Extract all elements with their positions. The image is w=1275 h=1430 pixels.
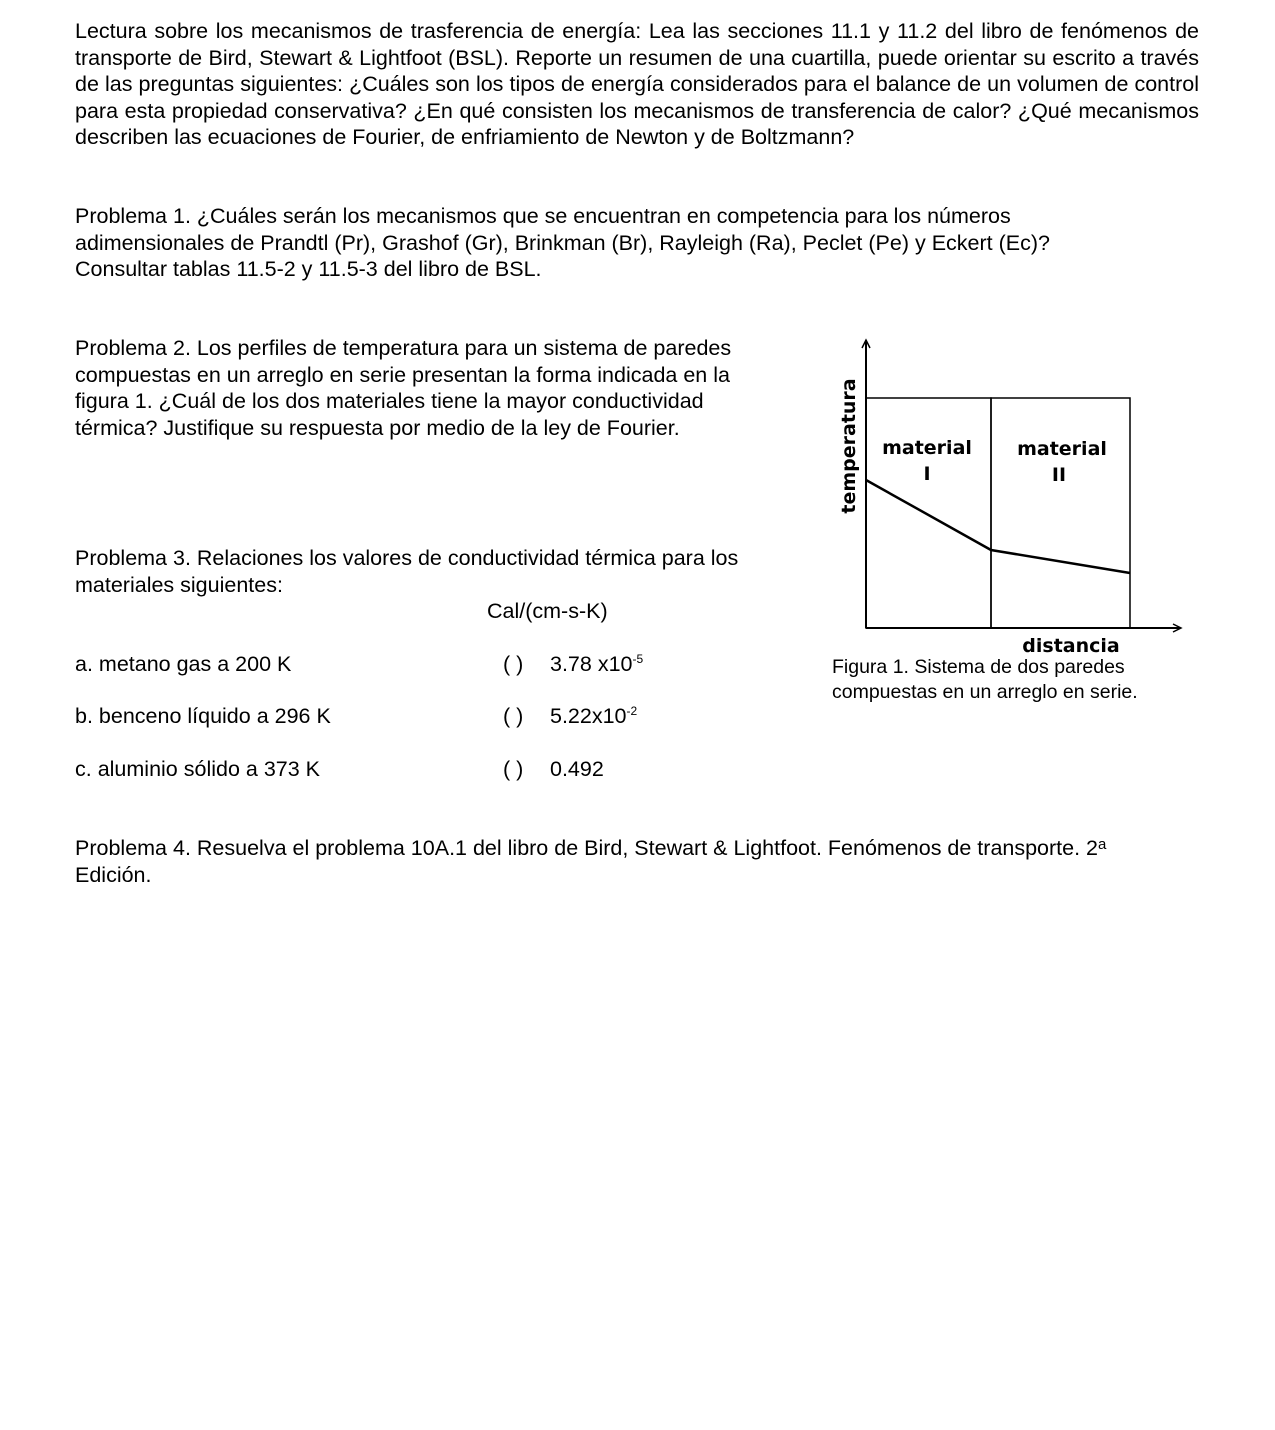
units-label: Cal/(cm-s-K): [487, 599, 608, 623]
problema-1-line: Consultar tablas 11.5-2 y 11.5-3 del libro de BSL.: [75, 257, 542, 281]
y-axis-label: temperatura: [838, 378, 860, 514]
problema-2-line: Problema 2. Los perfiles de temperatura para un sistema de paredes: [75, 336, 732, 360]
answer-blank: ( ): [503, 652, 524, 676]
answer-blank: ( ): [503, 757, 524, 781]
material-1-label: material: [882, 437, 972, 459]
problema-2-line: térmica? Justifique su respuesta por medio de la ley de Fourier.: [75, 415, 680, 440]
ordinal-superscript: a: [1098, 836, 1107, 853]
problema-2-line: compuestas en un arreglo en serie presentan la forma indicada en la: [75, 362, 730, 387]
problema-4-line: [75, 835, 1199, 862]
problema-3-line: Problema 3. Relaciones los valores de conductividad térmica para los: [75, 546, 739, 570]
problema-4-text: Problema 4. Resuelva el problema 10A.1 del libro de Bird, Stewart & Lightfoot. Fenómenos de transporte. 2: [75, 836, 1099, 860]
material-1-wall: [866, 398, 991, 628]
value-exponent: -5: [632, 652, 644, 666]
value-mantissa: 5.22x10: [550, 704, 627, 728]
conductivity-value: [550, 651, 643, 678]
problema-2-line: figura 1. ¿Cuál de los dos materiales tiene la mayor conductividad: [75, 389, 704, 413]
material-row: [75, 756, 695, 783]
figure-caption-line: compuestas en un arreglo en serie.: [832, 680, 1138, 703]
value-exponent: -2: [626, 704, 638, 718]
material-2-label: material: [1017, 438, 1107, 460]
material-2-numeral: II: [1051, 464, 1067, 486]
material-1-numeral: I: [923, 463, 931, 485]
figure-caption-line: Figura 1. Sistema de dos paredes: [832, 656, 1125, 678]
conductivity-value: [550, 756, 604, 783]
problema-1-line: adimensionales de Prandtl (Pr), Grashof (Gr), Brinkman (Br), Rayleigh (Ra), Peclet (Pe) y Eckert (Ec)?: [75, 230, 1050, 255]
problema-4: [75, 835, 1199, 888]
problema-3: [75, 545, 795, 598]
material-label: b. benceno líquido a 296 K: [75, 704, 331, 728]
answer-blank: ( ): [503, 704, 524, 728]
problema-3-line: materiales siguientes:: [75, 572, 283, 597]
conductivity-value: [550, 703, 637, 730]
value-mantissa: 0.492: [550, 757, 604, 781]
material-2-wall: [991, 398, 1130, 628]
problema-1: [75, 203, 1185, 283]
figure-caption: [832, 655, 1182, 704]
material-row: [75, 703, 695, 730]
material-label: c. aluminio sólido a 373 K: [75, 757, 321, 781]
temperature-profile-figure: [830, 330, 1190, 660]
material-row: [75, 651, 695, 678]
problema-2: [75, 335, 795, 441]
problema-1-line: Problema 1. ¿Cuáles serán los mecanismos que se encuentran en competencia para los números: [75, 204, 1011, 228]
temperature-profile-line: [866, 480, 1130, 573]
material-label: a. metano gas a 200 K: [75, 652, 292, 676]
intro-paragraph: Lectura sobre los mecanismos de trasferencia de energía: Lea las secciones 11.1 y 11.2 del libro de fenómenos de transporte de Bird, Stewart & Lightfoot (BSL). Reporte un resumen de una cuartilla, puede orientar su escrito a través de las preguntas siguientes: ¿Cuáles son los tipos de energía considerados para el balance de un volumen de control para esta propiedad conservativa? ¿En qué consisten los mecanismos de transferencia de calor? ¿Qué mecanismos describen las ecuaciones de Fourier, de enfriamiento de Newton y de Boltzmann?: [75, 19, 1199, 149]
value-mantissa: 3.78 x10: [550, 652, 633, 676]
problema-4-line: Edición.: [75, 862, 152, 887]
x-axis-label: distancia: [1022, 635, 1120, 657]
